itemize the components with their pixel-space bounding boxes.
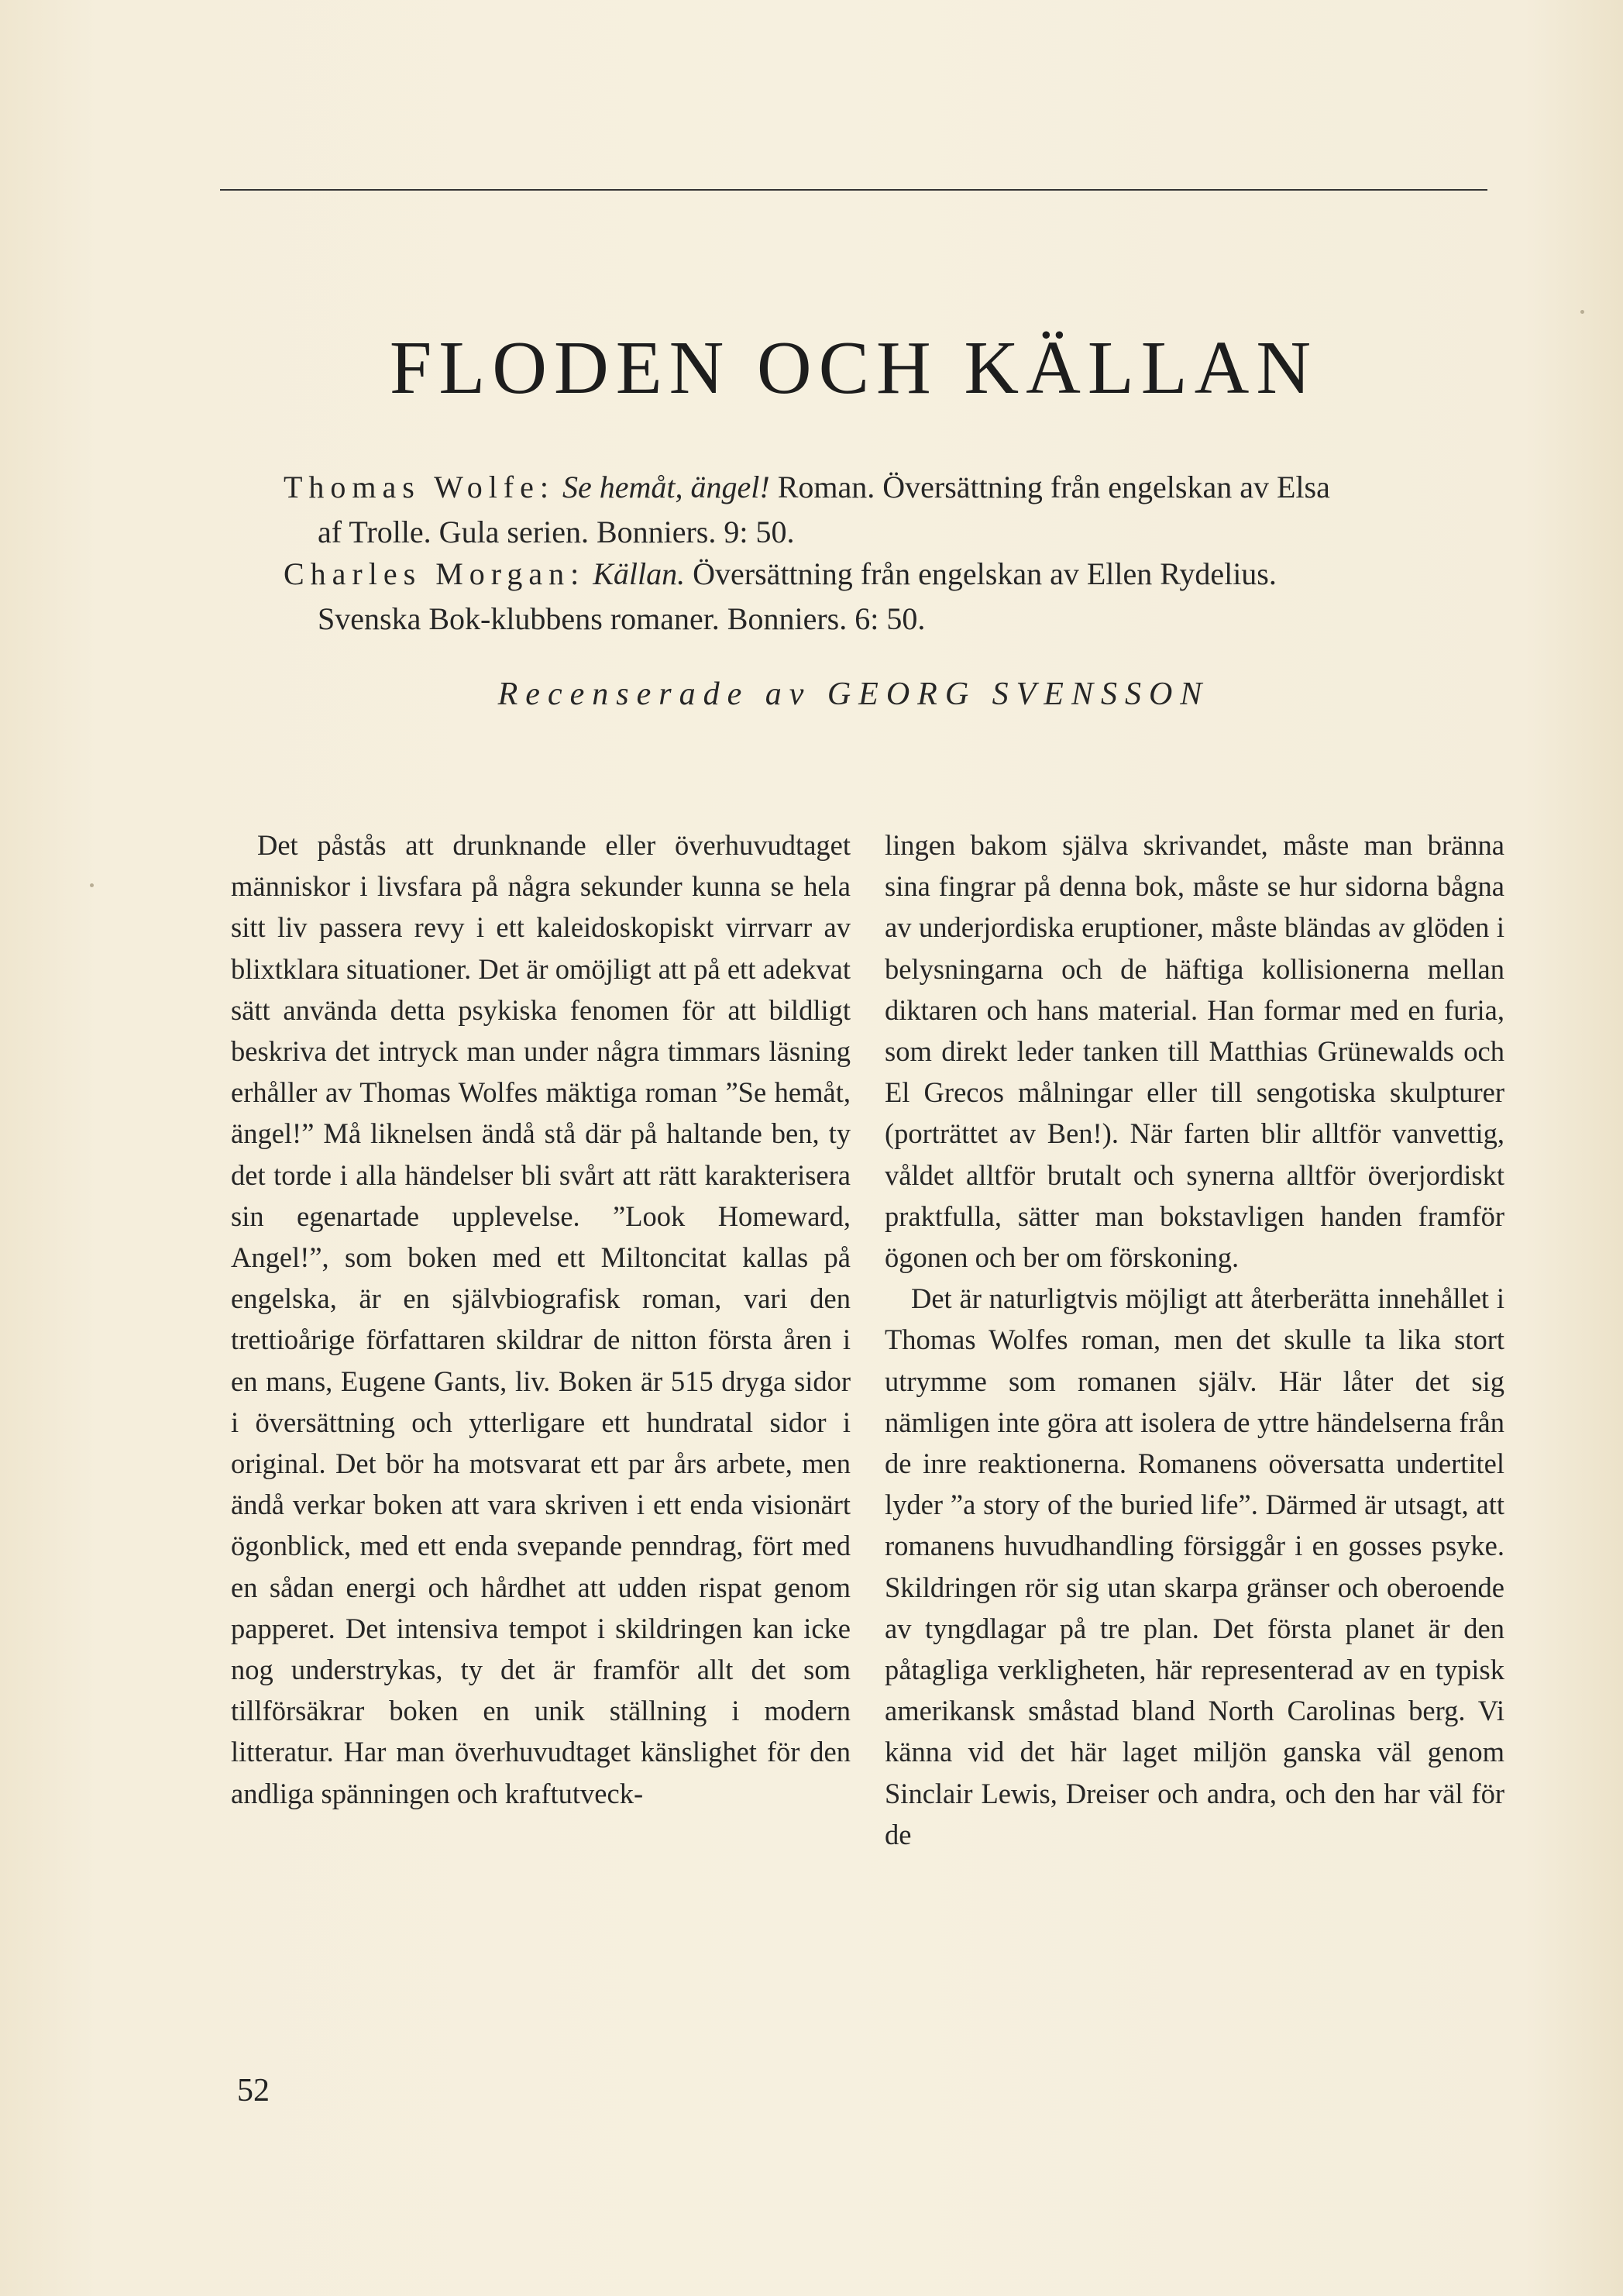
book-title: Se hemåt, ängel!	[562, 470, 770, 504]
text-column-left	[231, 824, 851, 1814]
book-reference-morgan	[284, 552, 1492, 642]
book-details: Översättning från engelskan av Ellen Rydelius.	[693, 556, 1277, 591]
article-title: FLODEN OCH KÄLLAN	[389, 326, 1319, 410]
book-author: Charles Morgan:	[284, 556, 586, 591]
paragraph: Det är naturligtvis möjligt att återberätta innehållet i Thomas Wolfes roman, men det skulle ta lika stort utrymme som romanen själv. Här låter det sig nämligen inte göra att isolera de yttre händelserna från de inre reaktionerna. Romanens oöversatta undertitel lyder ”a story of the buried life”. Därmed är utsagt, att romanens huvudhandling försiggår i en gosses psyke. Skildringen rör sig utan skarpa gränser och oberoende av tyngdlagar på tre plan. Det första planet är den påtagliga verkligheten, här representerad av en typisk amerikansk småstad bland North Carolinas berg. Vi känna vid det här laget miljön ganska väl genom Sinclair Lewis, Dreiser och andra, och den har väl för de	[885, 1282, 1504, 1850]
reviewer-byline: Recenserade av GEORG SVENSSON	[497, 676, 1210, 712]
book-details: af Trolle. Gula serien. Bonniers. 9: 50.	[318, 515, 795, 549]
page-number: 52	[237, 2073, 270, 2108]
top-rule	[220, 189, 1487, 191]
paper-speck	[90, 883, 94, 887]
paragraph: lingen bakom själva skrivandet, måste man bränna sina fingrar på denna bok, måste se hur sidorna bågna av underjordiska eruptioner, måste bländas av glöden i belysningarna och de häftiga kollisionerna mellan diktaren och hans material. Han formar med en furia, som direkt leder tanken till Matthias Grünewalds och El Grecos målningar eller till sengotiska skulpturer (porträttet av Ben!). När farten blir alltför vanvettig, våldet alltför brutalt och synerna alltför överjordiskt praktfulla, sätter man bokstavligen handen framför ögonen och ber om förskoning.	[885, 829, 1504, 1274]
book-details: Svenska Bok-klubbens romaner. Bonniers. 6: 50.	[318, 601, 926, 636]
paragraph: Det påstås att drunknande eller överhuvudtaget människor i livsfara på några sekunder kunna se hela sitt liv passera revy i ett kaleidoskopiskt virrvarr av blixtklara situationer. Det är omöjligt att på ett adekvat sätt använda detta psykiska fenomen för att bildligt beskriva det intryck man under några timmars läsning erhåller av Thomas Wolfes mäktiga roman ”Se hemåt, ängel!” Må liknelsen ändå stå där på haltande ben, ty det torde i alla händelser bli svårt att rätt karakterisera sin egenartade upplevelse. ”Look Homeward, Angel!”, som boken med ett Miltoncitat kallas på engelska, är en självbiografisk roman, vari den trettioårige författaren skildrar de nitton första åren i en mans, Eugene Gants, liv. Boken är 515 dryga sidor i översättning och ytterligare ett hundratal sidor i original. Det bör ha motsvarat ett par års arbete, men ändå verkar boken att vara skriven i ett enda visionärt ögonblick, med ett enda svepande penndrag, fört med en sådan energi och hårdhet att udden rispat genom papperet. Det intensiva tempot i skildringen kan icke nog understrykas, ty det är framför allt det som tillförsäkrar boken en unik ställning i modern litteratur. Har man överhuvudtaget känslighet för den andliga spänningen och kraftutveck-	[231, 829, 851, 1809]
paper-speck	[1580, 310, 1584, 314]
text-column-right	[885, 824, 1504, 1855]
book-author: Thomas Wolfe:	[284, 470, 555, 504]
book-title: Källan.	[593, 556, 686, 591]
book-details: Roman. Översättning från engelskan av Elsa	[777, 470, 1330, 504]
book-reference-wolfe	[284, 465, 1492, 555]
